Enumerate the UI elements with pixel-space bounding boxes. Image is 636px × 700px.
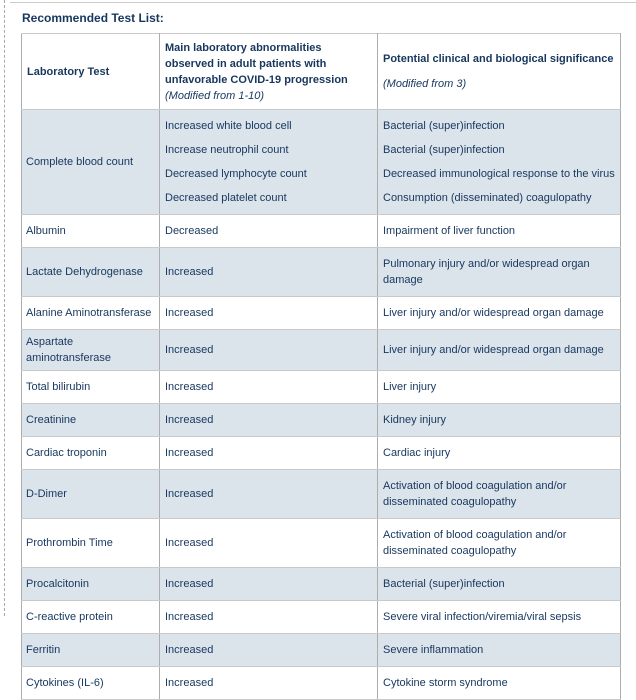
cell-line: Increased — [165, 677, 214, 689]
cell-line: Decreased — [165, 225, 219, 237]
cell-line: Increased white blood cell — [165, 120, 292, 132]
left-dashed-border — [4, 0, 5, 616]
lab-test-cell: Lactate Dehydrogenase — [22, 248, 160, 297]
cell-line: Cytokine storm syndrome — [383, 677, 508, 689]
abnormality-cell — [160, 667, 378, 700]
lab-test-cell: Alanine Aminotransferase — [22, 297, 160, 330]
cell-line: Increased — [165, 447, 214, 459]
table-row — [22, 470, 621, 519]
header-significance — [378, 34, 621, 110]
cell-line: Activation of blood coagulation and/or disseminated coagulopathy — [383, 480, 567, 508]
abnormality-cell — [160, 215, 378, 248]
cell-line: Decreased lymphocyte count — [165, 168, 307, 180]
header-abnormalities — [160, 34, 378, 110]
table-row — [22, 667, 621, 700]
significance-cell — [378, 110, 621, 215]
abnormality-cell — [160, 568, 378, 601]
abnormality-cell — [160, 371, 378, 404]
cell-line: Increased — [165, 537, 214, 549]
cell-line: Consumption (disseminated) coagulopathy — [383, 192, 592, 204]
significance-cell — [378, 371, 621, 404]
cell-line: Liver injury and/or widespread organ damage — [383, 307, 604, 319]
cell-line: Decreased platelet count — [165, 192, 287, 204]
significance-cell — [378, 601, 621, 634]
lab-test-cell: Procalcitonin — [22, 568, 160, 601]
cell-line: Bacterial (super)infection — [383, 578, 505, 590]
cell-line: Increased — [165, 611, 214, 623]
recommended-test-table — [21, 33, 621, 700]
significance-cell — [378, 470, 621, 519]
significance-cell — [378, 297, 621, 330]
cell-line: Increased — [165, 488, 214, 500]
table-body — [22, 110, 621, 700]
cell-line: Liver injury — [383, 381, 437, 393]
cell-line: Increased — [165, 344, 214, 356]
lab-test-cell: Cardiac troponin — [22, 437, 160, 470]
cell-line: Cardiac injury — [383, 447, 451, 459]
cell-line: Increased — [165, 307, 214, 319]
significance-cell — [378, 634, 621, 667]
table-row — [22, 404, 621, 437]
cell-line: Decreased immunological response to the virus — [383, 168, 615, 180]
header-row — [22, 34, 621, 110]
cell-line: Increased — [165, 414, 214, 426]
cell-line: Activation of blood coagulation and/or disseminated coagulopathy — [383, 529, 567, 557]
abnormality-cell — [160, 519, 378, 568]
header-significance-note: (Modified from 3) — [383, 78, 467, 90]
lab-test-cell: Creatinine — [22, 404, 160, 437]
cell-line: Bacterial (super)infection — [383, 120, 505, 132]
lab-test-cell: Ferritin — [22, 634, 160, 667]
table-row — [22, 634, 621, 667]
significance-cell — [378, 404, 621, 437]
lab-test-cell: Aspartate aminotransferase — [22, 330, 160, 371]
lab-test-cell: Albumin — [22, 215, 160, 248]
abnormality-cell — [160, 634, 378, 667]
significance-cell — [378, 437, 621, 470]
abnormality-cell — [160, 330, 378, 371]
significance-cell — [378, 248, 621, 297]
table-row — [22, 519, 621, 568]
cell-line: Increased — [165, 644, 214, 656]
lab-test-cell: C-reactive protein — [22, 601, 160, 634]
header-abnormalities-note: (Modified from 1-10) — [165, 89, 265, 102]
cell-line: Impairment of liver function — [383, 225, 516, 237]
lab-test-cell: D-Dimer — [22, 470, 160, 519]
cell-line: Kidney injury — [383, 414, 446, 426]
cell-line: Increased — [165, 381, 214, 393]
table-row — [22, 601, 621, 634]
cell-line: Increase neutrophil count — [165, 144, 289, 156]
header-laboratory-test: Laboratory Test — [22, 34, 160, 110]
cell-line: Increased — [165, 266, 214, 278]
header-abnormalities-title: Main laboratory abnormalities observed in adult patients with unfavorable COVID-19 progression — [165, 41, 348, 86]
page-title: Recommended Test List: — [22, 11, 164, 25]
lab-test-cell: Total bilirubin — [22, 371, 160, 404]
header-significance-title: Potential clinical and biological significance — [383, 53, 614, 65]
table-row — [22, 330, 621, 371]
significance-cell — [378, 519, 621, 568]
abnormality-cell — [160, 248, 378, 297]
recommended-test-table-wrapper — [21, 33, 620, 700]
abnormality-cell — [160, 404, 378, 437]
significance-cell — [378, 568, 621, 601]
abnormality-cell — [160, 297, 378, 330]
table-row — [22, 248, 621, 297]
abnormality-cell — [160, 110, 378, 215]
table-row — [22, 110, 621, 215]
table-row — [22, 297, 621, 330]
cell-line: Pulmonary injury and/or widespread organ damage — [383, 258, 590, 286]
significance-cell — [378, 667, 621, 700]
abnormality-cell — [160, 601, 378, 634]
table-row — [22, 215, 621, 248]
table-row — [22, 371, 621, 404]
cell-line: Increased — [165, 578, 214, 590]
table-row — [22, 568, 621, 601]
cell-line: Severe viral infection/viremia/viral sepsis — [383, 611, 582, 623]
cell-line: Liver injury and/or widespread organ damage — [383, 344, 604, 356]
cell-line: Severe inflammation — [383, 644, 484, 656]
top-divider-line — [10, 2, 636, 3]
abnormality-cell — [160, 437, 378, 470]
lab-test-cell: Prothrombin Time — [22, 519, 160, 568]
lab-test-cell: Complete blood count — [22, 110, 160, 215]
cell-line: Bacterial (super)infection — [383, 144, 505, 156]
abnormality-cell — [160, 470, 378, 519]
table-row — [22, 437, 621, 470]
lab-test-cell: Cytokines (IL-6) — [22, 667, 160, 700]
significance-cell — [378, 330, 621, 371]
significance-cell — [378, 215, 621, 248]
